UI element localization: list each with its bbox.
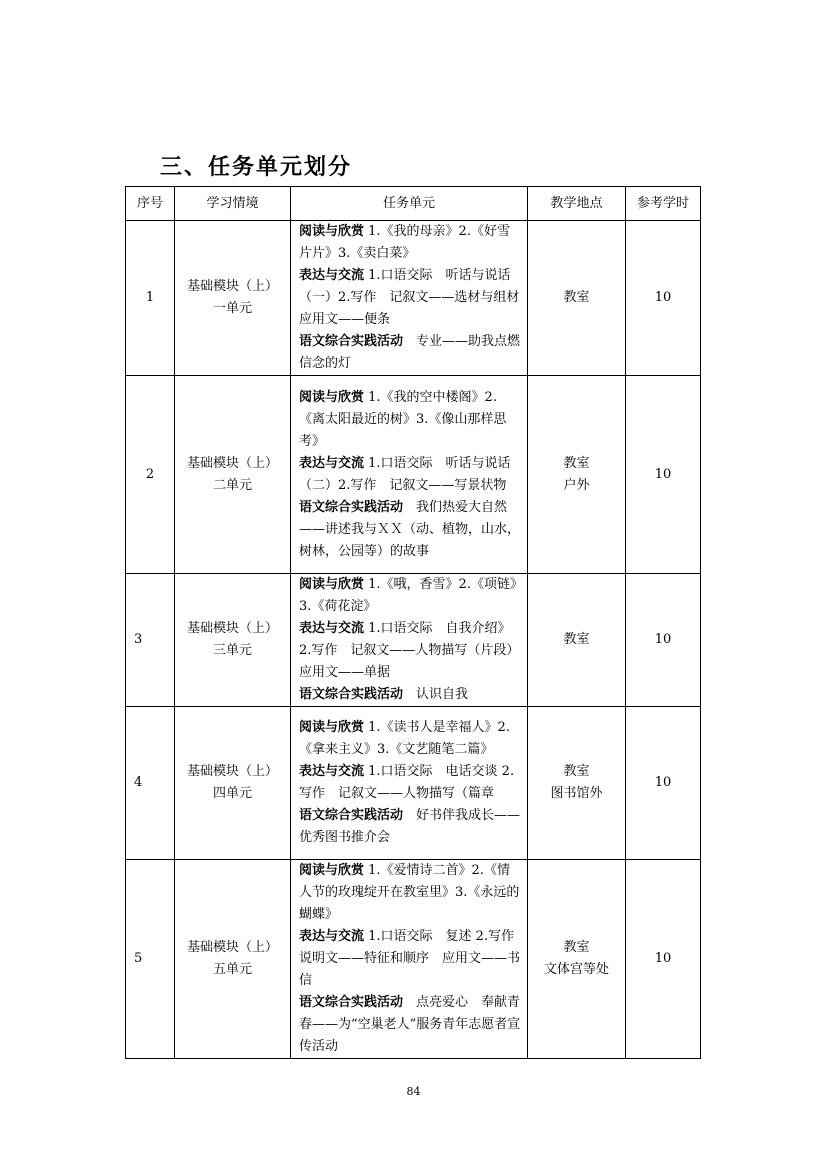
task-block <box>299 618 526 684</box>
task-block-text: 1.《哦，香雪》2.《项链》3.《荷花淀》 <box>299 577 517 614</box>
task-block <box>299 387 521 453</box>
location-line: 图书馆外 <box>550 786 603 801</box>
reference-hours: 10 <box>626 707 701 860</box>
task-block-text: 1.《我的母亲》2.《好雪片片》3.《卖白菜》 <box>299 224 510 261</box>
context-line: 基础模块（上） <box>186 279 278 294</box>
task-unit-cell <box>291 376 528 574</box>
context-line: 基础模块（上） <box>186 764 278 779</box>
context-line: 四单元 <box>212 786 252 801</box>
teaching-location <box>528 376 626 574</box>
learning-context <box>175 376 291 574</box>
task-unit-cell <box>291 860 528 1059</box>
teaching-location <box>528 860 626 1059</box>
task-block <box>299 497 521 563</box>
task-block-label: 阅读与欣赏 <box>299 224 365 239</box>
task-block-text: 1.口语交际 电话交谈 2.写作 记叙文——人物描写（篇章 <box>299 764 515 801</box>
section-heading: 三、任务单元划分 <box>160 154 353 180</box>
task-block-label: 表达与交流 <box>299 621 365 636</box>
task-block-label: 语文综合实践活动 <box>299 808 404 823</box>
task-unit-cell <box>291 707 528 860</box>
task-block-text: 1.《读书人是幸福人》2.《拿来主义》3.《文艺随笔二篇》 <box>299 720 510 757</box>
task-block-text: 1.口语交际 自我介绍》2.写作 记叙文——人物描写（片段） 应用文——单据 <box>299 621 526 680</box>
context-line: 二单元 <box>212 477 252 493</box>
task-block-text: 1.口语交际 复述 2.写作 说明文——特征和顺序 应用文——书信 <box>299 929 528 988</box>
location-line: 户外 <box>563 477 590 493</box>
task-block-label: 语文综合实践活动 <box>299 499 404 515</box>
page-number: 84 <box>406 1085 421 1098</box>
task-block-text: 好书伴我成长——优秀图书推介会 <box>299 808 521 845</box>
reference-hours: 10 <box>626 376 701 574</box>
teaching-location <box>528 221 626 376</box>
task-unit-table <box>125 186 701 1059</box>
task-block-label: 语文综合实践活动 <box>299 995 404 1010</box>
task-block-text: 1.《我的空中楼阁》2.《离太阳最近的树》3.《像山那样思考》 <box>299 389 507 449</box>
location-line: 教室 <box>563 764 590 779</box>
table-row <box>126 376 701 574</box>
task-block-label: 表达与交流 <box>299 268 365 283</box>
table-row <box>126 574 701 707</box>
task-block-label: 阅读与欣赏 <box>299 577 365 592</box>
context-line: 基础模块（上） <box>186 621 278 636</box>
task-block <box>299 684 521 706</box>
task-unit-cell <box>291 221 533 376</box>
header-hours: 参考学时 <box>626 187 701 221</box>
row-index: 5 <box>126 860 175 1059</box>
reference-hours: 10 <box>626 221 701 376</box>
header-index: 序号 <box>126 187 175 221</box>
table-row <box>126 221 701 376</box>
task-block <box>299 926 528 992</box>
task-block-label: 语文综合实践活动 <box>299 334 404 349</box>
task-block-label: 表达与交流 <box>299 455 365 471</box>
task-block-label: 阅读与欣赏 <box>299 389 365 405</box>
table-row <box>126 707 701 860</box>
task-block <box>299 331 521 375</box>
location-line: 教室 <box>563 632 590 647</box>
teaching-location <box>528 574 626 707</box>
location-line: 文体宫等处 <box>543 962 609 977</box>
teaching-location <box>528 707 626 860</box>
task-block-text: 认识自我 <box>403 687 469 702</box>
task-block-label: 阅读与欣赏 <box>299 863 365 878</box>
task-block-label: 语文综合实践活动 <box>299 687 404 702</box>
task-unit-cell <box>291 574 528 707</box>
row-index: 4 <box>126 707 175 860</box>
task-block-label: 表达与交流 <box>299 929 365 944</box>
learning-context <box>175 860 291 1059</box>
row-index: 1 <box>126 221 175 376</box>
task-block <box>299 992 521 1058</box>
task-block <box>299 717 521 761</box>
reference-hours: 10 <box>626 860 701 1059</box>
task-block-text: 1.《爱情诗二首》2.《情人节的玫瑰绽开在教室里》3.《永远的蝴蝶》 <box>299 863 520 922</box>
row-index: 3 <box>126 574 175 707</box>
task-block-text: 1.口语交际 听话与说话（二）2.写作 记叙文——写景状物 <box>299 455 511 493</box>
location-line: 教室 <box>563 940 590 955</box>
header-context: 学习情境 <box>175 187 291 221</box>
task-block-text: 专业——助我点燃信念的灯 <box>299 334 521 371</box>
task-block <box>299 265 533 331</box>
task-block <box>299 860 521 926</box>
task-block-label: 阅读与欣赏 <box>299 720 365 735</box>
table-header-row <box>126 187 701 221</box>
task-block-text: 我们热爱大自然——讲述我与ＸＸ（动、植物，山水，树林，公园等）的故事 <box>299 499 521 559</box>
header-task-unit: 任务单元 <box>291 187 528 221</box>
learning-context <box>175 707 291 860</box>
table-row <box>126 860 701 1059</box>
learning-context <box>175 221 291 376</box>
task-block-text: 1.口语交际 听话与说话（一）2.写作 记叙文——选材与组材 应用文——便条 <box>299 268 533 327</box>
context-line: 三单元 <box>212 643 252 658</box>
row-index: 2 <box>126 376 175 574</box>
task-block <box>299 453 521 497</box>
header-location: 教学地点 <box>528 187 626 221</box>
learning-context <box>175 574 291 707</box>
location-line: 教室 <box>563 455 590 471</box>
reference-hours: 10 <box>626 574 701 707</box>
context-line: 基础模块（上） <box>186 455 278 471</box>
location-line: 教室 <box>563 290 590 305</box>
task-block <box>299 574 521 618</box>
task-block-text: 点亮爱心 奉献青春——为“空巢老人”服务青年志愿者宣传活动 <box>299 995 521 1054</box>
context-line: 五单元 <box>212 962 252 977</box>
task-block <box>299 805 521 849</box>
task-block <box>299 221 521 265</box>
context-line: 一单元 <box>212 301 252 316</box>
task-block <box>299 761 521 805</box>
task-block-label: 表达与交流 <box>299 764 365 779</box>
context-line: 基础模块（上） <box>186 940 278 955</box>
